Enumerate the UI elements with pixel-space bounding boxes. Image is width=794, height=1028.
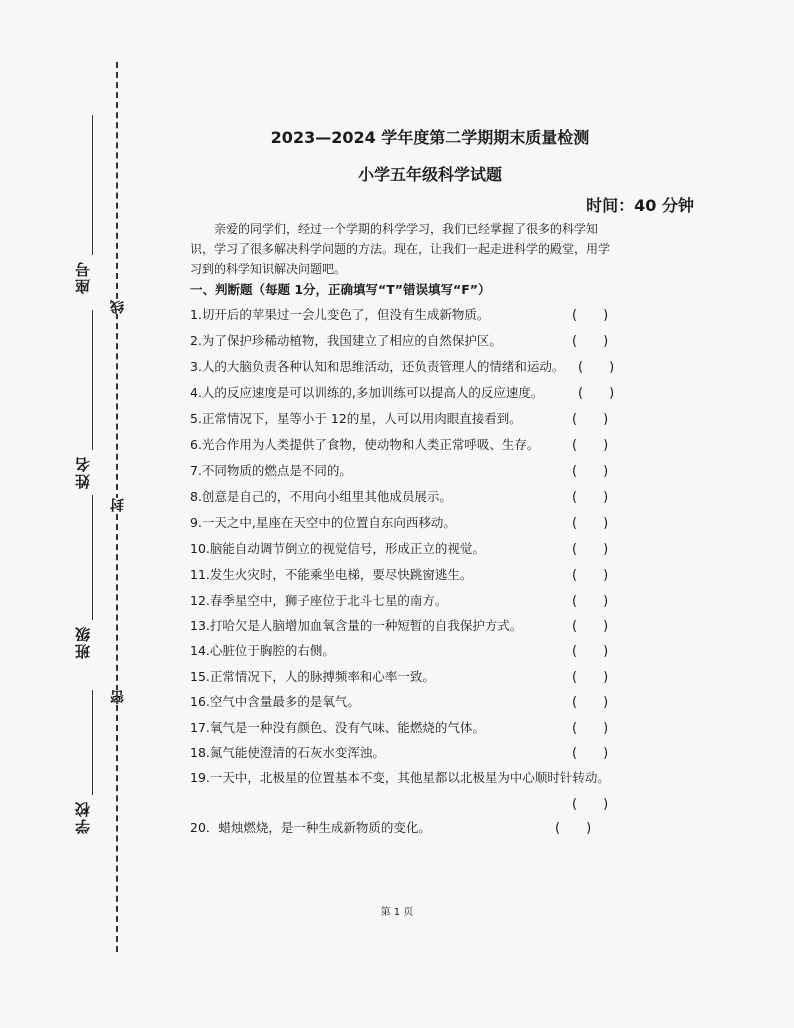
answer-blank-4[interactable]: ( ) (578, 386, 615, 401)
answer-blank-1[interactable]: ( ) (572, 308, 609, 323)
answer-blank-13[interactable]: ( ) (572, 619, 609, 634)
class-blank-line (92, 495, 93, 620)
section-heading: 一、判断题（每题 1分，正确填写“T”错误填写“F”） (190, 282, 491, 297)
answer-blank-9[interactable]: ( ) (572, 516, 609, 531)
question-17: 17.氧气是一种没有颜色、没有气味、能燃烧的气体。 (190, 720, 485, 735)
answer-blank-16[interactable]: ( ) (572, 695, 609, 710)
answer-blank-11[interactable]: ( ) (572, 568, 609, 583)
seal-char-feng: 封 (110, 498, 126, 512)
seal-char-xian: 线 (110, 300, 126, 314)
answer-blank-18[interactable]: ( ) (572, 746, 609, 761)
question-5: 5.正常情况下，星等小于 12的星，人可以用肉眼直接看到。 (190, 411, 522, 426)
answer-blank-7[interactable]: ( ) (572, 464, 609, 479)
answer-blank-6[interactable]: ( ) (572, 438, 609, 453)
answer-blank-10[interactable]: ( ) (572, 542, 609, 557)
seat-label: 座号 (74, 260, 92, 294)
answer-blank-17[interactable]: ( ) (572, 721, 609, 736)
exam-title: 2023—2024 学年度第二学期期末质量检测 (270, 128, 590, 147)
name-blank-line (92, 310, 93, 450)
question-2: 2.为了保护珍稀动植物，我国建立了相应的自然保护区。 (190, 333, 502, 348)
answer-blank-8[interactable]: ( ) (572, 490, 609, 505)
question-19: 19.一天中，北极星的位置基本不变，其他星都以北极星为中心顺时针转动。 (190, 770, 610, 785)
question-16: 16.空气中含量最多的是氧气。 (190, 694, 360, 709)
name-label: 姓名 (74, 455, 92, 489)
question-6: 6.光合作用为人类提供了食物，使动物和人类正常呼吸、生存。 (190, 437, 540, 452)
answer-blank-14[interactable]: ( ) (572, 644, 609, 659)
question-15: 15.正常情况下，人的脉搏频率和心率一致。 (190, 669, 435, 684)
answer-blank-3[interactable]: ( ) (578, 360, 615, 375)
question-9: 9.一天之中,星座在天空中的位置自东向西移动。 (190, 515, 456, 530)
question-11: 11.发生火灾时，不能乘坐电梯，要尽快跳窗逃生。 (190, 567, 473, 582)
exam-time: 时间：40 分钟 (586, 196, 694, 215)
question-1: 1.切开后的苹果过一会儿变色了，但没有生成新物质。 (190, 307, 490, 322)
question-7: 7.不同物质的燃点是不同的。 (190, 463, 352, 478)
class-label: 班级 (74, 625, 92, 659)
question-4: 4.人的反应速度是可以训练的,多加训练可以提高人的反应速度。 (190, 385, 544, 400)
answer-blank-2[interactable]: ( ) (572, 334, 609, 349)
question-14: 14.心脏位于胸腔的右侧。 (190, 643, 335, 658)
answer-blank-20[interactable]: ( ) (555, 821, 592, 836)
question-20: 20．蜡烛燃烧，是一种生成新物质的变化。 (190, 820, 431, 835)
school-blank-line (92, 690, 93, 795)
answer-blank-12[interactable]: ( ) (572, 594, 609, 609)
question-3: 3.人的大脑负责各种认知和思维活动，还负责管理人的情绪和运动。 (190, 359, 565, 374)
exam-subtitle: 小学五年级科学试题 (357, 165, 502, 184)
answer-blank-15[interactable]: ( ) (572, 670, 609, 685)
answer-blank-19[interactable]: ( ) (572, 797, 609, 812)
intro-paragraph: 亲爱的同学们，经过一个学期的科学学习，我们已经掌握了很多的科学知识，学习了很多解决科学问题的方法。现在，让我们一起走进科学的殿堂，用学习到的科学知识解决问题吧。 (190, 222, 611, 276)
seal-char-mi: 密 (110, 690, 126, 704)
question-8: 8.创意是自己的，不用向小组里其他成员展示。 (190, 489, 452, 504)
answer-blank-5[interactable]: ( ) (572, 412, 609, 427)
question-10: 10.脑能自动调节倒立的视觉信号，形成正立的视觉。 (190, 541, 485, 556)
question-13: 13.打哈欠是人脑增加血氧含量的一种短暂的自我保护方式。 (190, 618, 523, 633)
question-12: 12.春季星空中，狮子座位于北斗七星的南方。 (190, 593, 448, 608)
page-number: 第 1 页 (380, 907, 414, 918)
school-label: 学校 (74, 800, 92, 834)
question-18: 18.氮气能使澄清的石灰水变浑浊。 (190, 745, 385, 760)
seat-blank-line (92, 115, 93, 255)
